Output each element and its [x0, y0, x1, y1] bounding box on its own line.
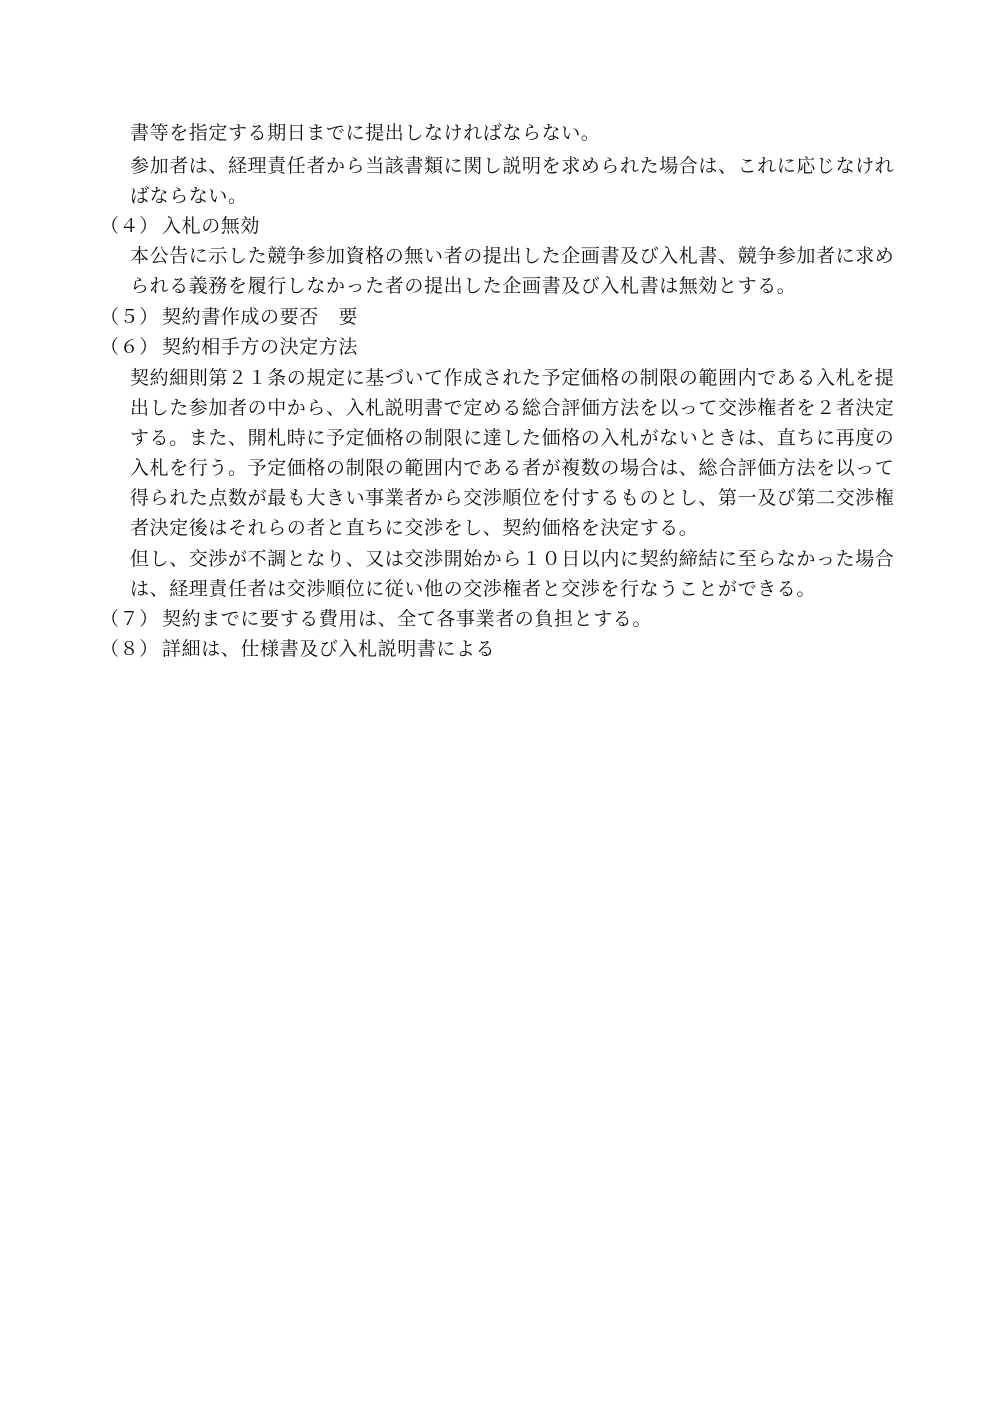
text-line: 者決定後はそれらの者と直ちに交渉をし、契約価格を決定する。 — [130, 517, 699, 539]
item-title: 契約までに要する費用は、全て各事業者の負担とする。 — [162, 608, 653, 630]
text-line: られる義務を履行しなかった者の提出した企画書及び入札書は無効とする。 — [130, 275, 797, 297]
item-title: 詳細は、仕様書及び入札説明書による — [162, 638, 496, 660]
text-line: 参加者は、経理責任者から当該書類に関し説明を求められた場合は、これに応じなけれ — [130, 155, 895, 177]
item-number: （５） — [100, 306, 159, 328]
text-line: 得られた点数が最も大きい事業者から交渉順位を付するものとし、第一及び第二交渉権 — [130, 487, 895, 509]
item-title: 入札の無効 — [162, 215, 261, 237]
text-line: ばならない。 — [130, 185, 248, 207]
item-number: （４） — [100, 215, 159, 237]
text-line: 但し、交渉が不調となり、又は交渉開始から１０日以内に契約締結に至らなかった場合 — [130, 548, 895, 570]
item-title: 契約相手方の決定方法 — [162, 336, 359, 358]
text-line: 入札を行う。予定価格の制限の範囲内である者が複数の場合は、総合評価方法を以って — [130, 457, 895, 479]
item-number: （６） — [100, 336, 159, 358]
item-number: （７） — [100, 608, 159, 630]
text-line: する。また、開札時に予定価格の制限に達した価格の入札がないときは、直ちに再度の — [130, 427, 895, 449]
item-number: （８） — [100, 638, 159, 660]
item-title: 契約書作成の要否 要 — [162, 306, 359, 328]
text-line: は、経理責任者は交渉順位に従い他の交渉権者と交渉を行なうことができる。 — [130, 578, 817, 600]
text-line: 出した参加者の中から、入札説明書で定める総合評価方法を以って交渉権者を２者決定 — [130, 397, 895, 419]
text-line: 本公告に示した競争参加資格の無い者の提出した企画書及び入札書、競争参加者に求め — [130, 245, 895, 267]
text-line: 契約細則第２１条の規定に基づいて作成された予定価格の制限の範囲内である入札を提 — [130, 367, 895, 389]
text-line: 書等を指定する期日までに提出しなければならない。 — [130, 122, 601, 144]
